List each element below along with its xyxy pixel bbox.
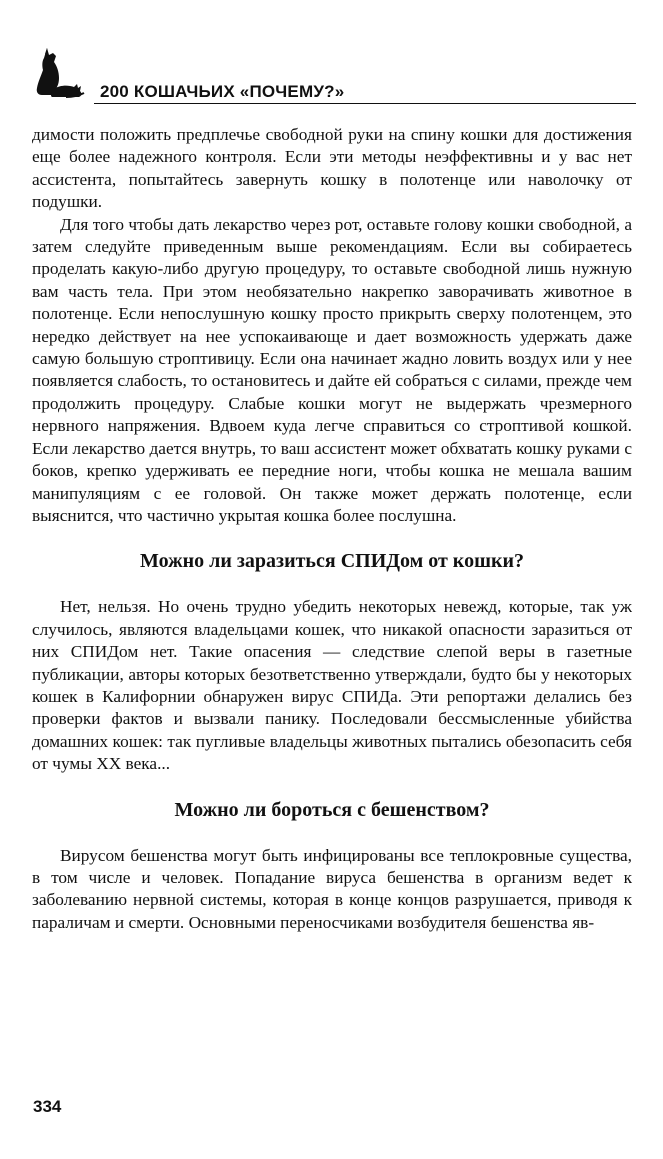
paragraph-continued: димости положить предплечье свободной руки на спину кошки для достижения еще более надежного контроля. Если эти методы неэффективны и у вас нет ассистента, попытайтесь завернуть кошку в полотенце или наволочку от подушки. (32, 125, 632, 212)
page-number: 334 (33, 1097, 62, 1116)
page-header (30, 44, 636, 104)
heading-rabies: Можно ли бороться с бешенством? (174, 798, 490, 821)
cat-logo-icon (30, 44, 88, 102)
running-title: 200 КОШАЧЬИХ «ПОЧЕМУ?» (100, 82, 345, 101)
paragraph-aids: Нет, нельзя. Но очень трудно убедить некоторых невежд, которые, так уж случилось, являются владельцами кошек, что никакой опасности заразиться от них СПИДом нет. Такие опасения — следствие слепой веры в газетные публикации, авторы которых безответственно утверждали, будто бы у некоторых кошек в Калифорнии обнаружен вирус СПИДа. Эти репортажи делались без проверки фактов и вызвали панику. Последовали бессмысленные убийства домашних кошек: так пугливые владельцы животных пытались обезопасить себя от чумы XX века... (32, 597, 632, 774)
header-rule (94, 103, 636, 104)
paragraph-medicine: Для того чтобы дать лекарство через рот, оставьте голову кошки свободной, а затем следуйте приведенным выше рекомендациям. Если вы собираетесь проделать какую-либо другую процедуру, то оставьте свободной лишь нужную вам часть тела. При этом необязательно накрепко заворачивать животное в полотенце. Если непослушную кошку просто прикрыть сверху полотенцем, это нередко действует на нее успокаивающе и дает возможность удержать даже самую большую строптивицу. Если она начинает жадно ловить воздух или у нее появляется слабость, то остановитесь и дайте ей собраться с силами, прежде чем продолжить процедуру. Слабые кошки могут не выдержать чрезмерного нервного напряжения. Вдвоем куда легче справиться со строптивой кошкой. Если лекарство дается внутрь, то ваш ассистент может обхватать кошку руками с боков, крепко удерживать ее передние ноги, чтобы кошка не мешала вашим манипуляциям с ее головой. Он также может держать полотенце, если выяснится, что частично укрытая кошка более послушна. (32, 214, 632, 525)
paragraph-rabies: Вирусом бешенства могут быть инфицированы все теплокровные существа, в том числе и человек. Попадание вируса бешенства в организм ведет к заболеванию нервной системы, которая в конце концов разрушается, приводя к параличам и смерти. Основными переносчиками возбудителя бешенства яв- (32, 845, 632, 932)
page-body (32, 124, 632, 934)
heading-aids: Можно ли заразиться СПИДом от кошки? (139, 550, 524, 573)
